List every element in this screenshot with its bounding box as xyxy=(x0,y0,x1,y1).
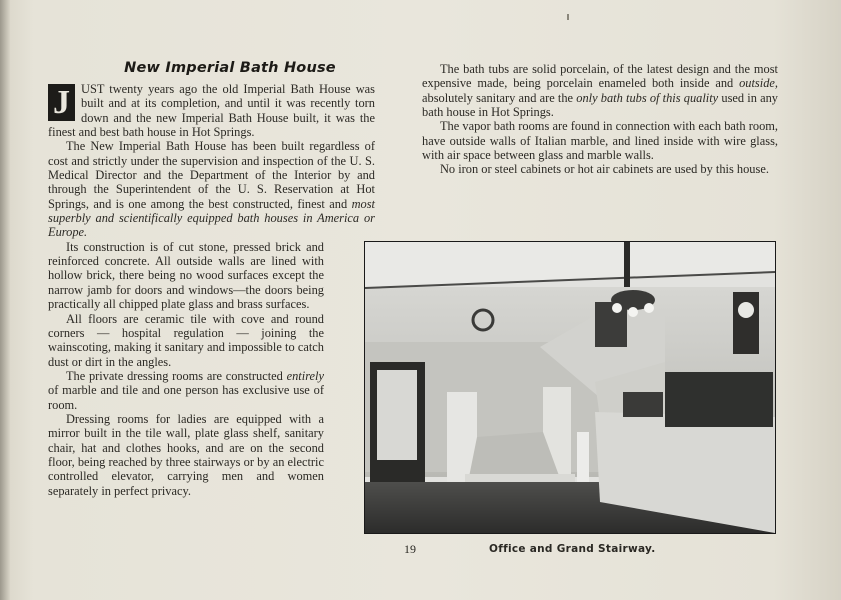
narrow-text-block xyxy=(48,240,324,498)
paragraph-1-text: UST twenty years ago the old Imperial Bath House was built and at its completion, and until it was recently torn down and the new Imperial Bath House built, it was the finest and best bath house in Hot Springs. xyxy=(48,82,375,140)
left-text-column xyxy=(48,82,375,498)
paragraph-7 xyxy=(422,62,778,119)
paragraph-2-emphasis: most superbly and scientifically equipped bath houses in America or Europe. xyxy=(48,196,375,240)
paragraph-6: Dressing rooms for ladies are equipped with a mirror built in the tile wall, plate glass shelf, sanitary chair, hat and clothes hooks, and are on the second floor, being reached by three stairways or by an electric controlled elevator, carrying men and women separately in perfect privacy. xyxy=(48,411,324,498)
paragraph-3: Its construction is of cut stone, pressed brick and reinforced concrete. All outside walls are lined with hollow brick, there being no wood surfaces except the narrow jamb for doors and windows—the doors being practically all chipped plate glass and brass surfaces. xyxy=(48,239,324,312)
office-photograph xyxy=(364,241,776,534)
drop-cap: J xyxy=(48,84,75,121)
page-number: 19 xyxy=(404,542,416,556)
paragraph-4: All floors are ceramic tile with cove and round corners — hospital regulation — joining the wainscoting, making it sanitary and impossible to catch dust or dirt in the angles. xyxy=(48,311,324,369)
paragraph-7-emphasis-2: only bath tubs of this quality xyxy=(576,90,719,105)
paragraph-9: No iron or steel cabinets or hot air cabinets are used by this house. xyxy=(439,162,769,177)
photo-caption: Office and Grand Stairway. xyxy=(489,543,656,555)
print-mark xyxy=(567,14,569,20)
right-text-column xyxy=(422,62,778,177)
paragraph-2 xyxy=(48,139,375,239)
article-title: New Imperial Bath House xyxy=(124,60,336,76)
page-gutter-shadow xyxy=(0,0,10,600)
paragraph-7-text-b: absolutely sanitary and are the xyxy=(422,90,574,105)
paragraph-1 xyxy=(48,82,375,139)
paragraph-7-text-c: used in any bath house in Hot Springs. xyxy=(422,90,779,120)
paragraph-5-emphasis: entirely xyxy=(286,368,324,383)
paragraph-7-emphasis-1: outside, xyxy=(739,76,778,91)
paragraph-2-text: The New Imperial Bath House has been built regardless of cost and strictly under the supervision and inspection of the U. S. Medical Director and the Department of the Interior by and through the Superintendent of the U. S. Reservation at Hot Springs, and is one among the best constructed, finest and xyxy=(48,139,375,211)
paragraph-7-text-a: The bath tubs are solid porcelain, of the latest design and the most expensive made, being porcelain enameled both inside and xyxy=(422,62,778,91)
paragraph-5-text-a: The private dressing rooms are constructed xyxy=(65,368,283,383)
paragraph-5 xyxy=(48,369,324,412)
paragraph-8: The vapor bath rooms are found in connection with each bath room, have outside walls of Italian marble, and lined inside with wire glass, with air space between glass and marble walls. xyxy=(422,119,778,163)
paragraph-5-text-b: of marble and tile and one person has exclusive use of room. xyxy=(48,383,324,412)
